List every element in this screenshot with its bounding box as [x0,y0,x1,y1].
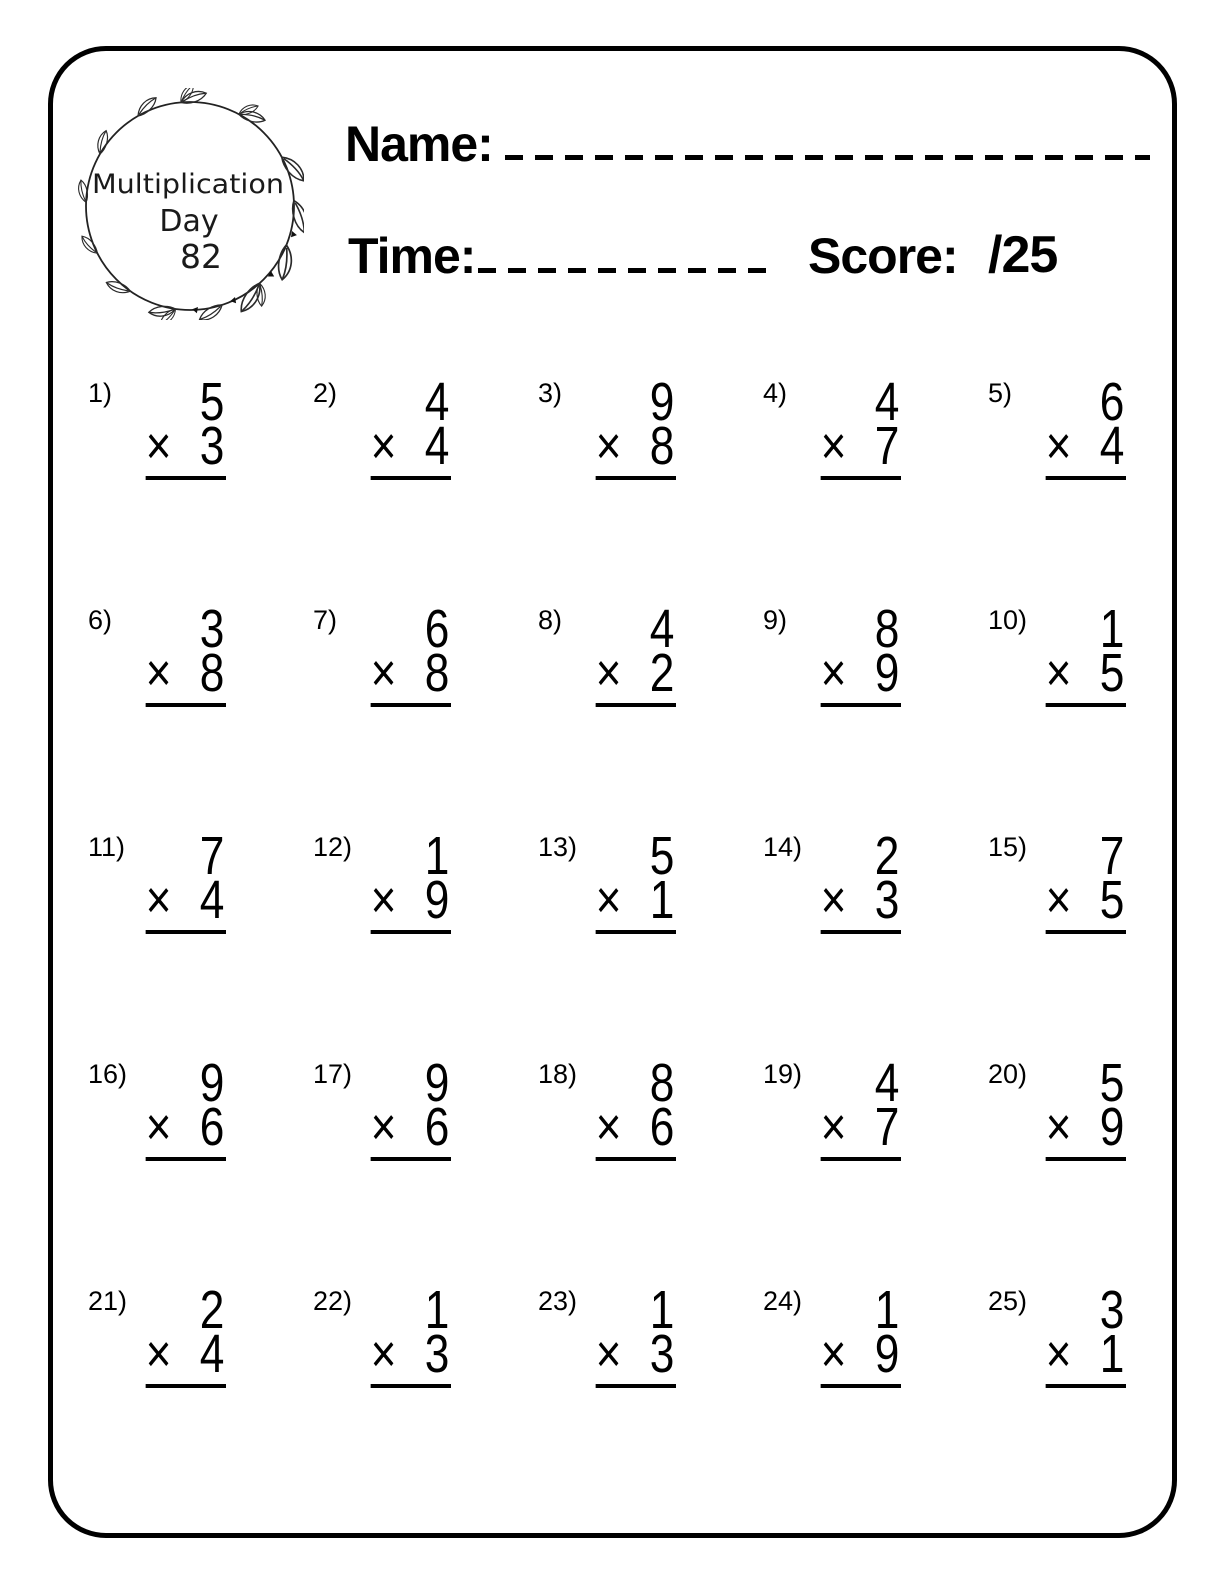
times-sign-icon: × [595,643,622,703]
problem-body [1045,372,1126,520]
multiplicand: 2 [199,1280,225,1340]
times-sign-icon: × [820,1324,847,1384]
multiplier: 7 [874,416,900,476]
answer-space[interactable] [1046,934,1126,974]
logo-title: Multiplication [92,169,284,200]
multiplicand: 3 [1099,1280,1125,1340]
multiplier: 9 [1099,1097,1125,1157]
multiplicand: 2 [874,826,900,886]
times-sign-icon: × [1045,870,1072,930]
problem-cell [763,372,988,599]
problem-cell [763,599,988,826]
problem-body [595,826,676,974]
times-sign-icon: × [370,870,397,930]
problem-body [820,1053,901,1201]
problem-number: 7) [313,605,338,635]
multiplier: 9 [874,643,900,703]
multiplier: 4 [1099,416,1125,476]
problem-number: 3) [538,378,563,408]
time-input-line[interactable] [478,268,776,273]
answer-space[interactable] [596,1388,676,1428]
problem-number: 22) [313,1286,353,1316]
multiplicand: 1 [424,826,450,886]
multiplicand: 7 [199,826,225,886]
multiplicand: 3 [199,599,225,659]
answer-space[interactable] [821,934,901,974]
problem-body [370,1053,451,1201]
multiplier: 3 [874,870,900,930]
times-sign-icon: × [820,1097,847,1157]
answer-space[interactable] [146,707,226,747]
times-sign-icon: × [145,416,172,476]
multiplier: 3 [424,1324,450,1384]
problem-cell [538,372,763,599]
problem-body [595,599,676,747]
logo-number: 82 [180,237,222,276]
problem-number: 9) [763,605,788,635]
multiplicand: 9 [424,1053,450,1113]
times-sign-icon: × [595,416,622,476]
answer-space[interactable] [821,707,901,747]
times-sign-icon: × [1045,416,1072,476]
times-sign-icon: × [820,643,847,703]
problem-number: 2) [313,378,338,408]
answer-space[interactable] [596,934,676,974]
problem-body [820,1280,901,1428]
problem-number: 14) [763,832,803,862]
answer-space[interactable] [1046,480,1126,520]
problem-cell [538,1053,763,1280]
problem-number: 1) [88,378,113,408]
problem-body [820,599,901,747]
problem-cell [313,1280,538,1507]
problem-number: 23) [538,1286,578,1316]
problem-body [1045,826,1126,974]
problem-body [370,1280,451,1428]
multiplicand: 1 [874,1280,900,1340]
problem-number: 12) [313,832,353,862]
answer-space[interactable] [596,1161,676,1201]
problem-body [145,372,226,520]
problem-number: 5) [988,378,1013,408]
times-sign-icon: × [820,870,847,930]
multiplier: 8 [199,643,225,703]
multiplier: 1 [649,870,675,930]
problem-cell [763,1280,988,1507]
problem-number: 21) [88,1286,128,1316]
multiplier: 1 [1099,1324,1125,1384]
problem-cell [988,372,1213,599]
problem-body [595,1280,676,1428]
problem-number: 6) [88,605,113,635]
problem-number: 13) [538,832,578,862]
problem-cell [88,372,313,599]
answer-space[interactable] [371,707,451,747]
problem-number: 24) [763,1286,803,1316]
problem-cell [538,826,763,1053]
times-sign-icon: × [1045,1324,1072,1384]
problem-cell [313,1053,538,1280]
problem-body [145,599,226,747]
times-sign-icon: × [595,1097,622,1157]
problem-body [595,1053,676,1201]
problem-body [370,826,451,974]
multiplicand: 9 [649,372,675,432]
problem-body [145,1280,226,1428]
multiplicand: 1 [649,1280,675,1340]
problem-number: 15) [988,832,1028,862]
problem-body [145,1053,226,1201]
logo-subtitle: Day [159,204,219,239]
problem-body [145,826,226,974]
multiplier: 6 [199,1097,225,1157]
name-input-line[interactable] [505,155,1150,160]
score-label: Score: [808,228,958,284]
multiplier: 5 [1099,870,1125,930]
multiplicand: 4 [649,599,675,659]
multiplicand: 8 [649,1053,675,1113]
problem-cell [763,1053,988,1280]
answer-space[interactable] [1046,707,1126,747]
multiplier: 3 [199,416,225,476]
multiplicand: 9 [199,1053,225,1113]
problem-cell [763,826,988,1053]
problem-number: 11) [88,832,126,862]
problem-number: 16) [88,1059,128,1089]
answer-space[interactable] [821,1161,901,1201]
problem-body [820,826,901,974]
multiplier: 5 [1099,643,1125,703]
problem-cell [88,1280,313,1507]
answer-space[interactable] [371,480,451,520]
multiplicand: 4 [424,372,450,432]
problem-number: 18) [538,1059,578,1089]
problems-grid [88,372,1213,1507]
times-sign-icon: × [820,416,847,476]
answer-space[interactable] [146,934,226,974]
times-sign-icon: × [145,870,172,930]
times-sign-icon: × [145,1324,172,1384]
problem-cell [313,599,538,826]
times-sign-icon: × [1045,643,1072,703]
multiplicand: 4 [874,1053,900,1113]
problem-body [1045,1053,1126,1201]
name-label: Name: [345,116,493,172]
multiplier: 4 [199,1324,225,1384]
problem-cell [313,372,538,599]
multiplier: 8 [424,643,450,703]
times-sign-icon: × [595,1324,622,1384]
multiplier: 2 [649,643,675,703]
problem-number: 17) [313,1059,353,1089]
problem-cell [88,826,313,1053]
problem-cell [988,599,1213,826]
problem-number: 20) [988,1059,1028,1089]
answer-space[interactable] [821,1388,901,1428]
multiplier: 6 [649,1097,675,1157]
multiplier: 4 [424,416,450,476]
multiplicand: 4 [874,372,900,432]
answer-space[interactable] [596,480,676,520]
problem-number: 4) [763,378,788,408]
problem-number: 8) [538,605,563,635]
times-sign-icon: × [370,1324,397,1384]
multiplier: 8 [649,416,675,476]
problem-cell [988,1053,1213,1280]
answer-space[interactable] [146,1388,226,1428]
problem-cell [988,1280,1213,1507]
answer-space[interactable] [371,1388,451,1428]
problem-cell [538,1280,763,1507]
score-total: /25 [988,226,1058,284]
multiplier: 9 [874,1324,900,1384]
multiplicand: 7 [1099,826,1125,886]
answer-space[interactable] [146,480,226,520]
problem-number: 10) [988,605,1028,635]
problem-cell [313,826,538,1053]
times-sign-icon: × [595,870,622,930]
answer-space[interactable] [596,707,676,747]
multiplier: 9 [424,870,450,930]
time-label: Time: [348,228,476,284]
multiplicand: 8 [874,599,900,659]
answer-space[interactable] [821,480,901,520]
multiplicand: 5 [649,826,675,886]
multiplicand: 6 [1099,372,1125,432]
answer-space[interactable] [371,1161,451,1201]
multiplicand: 1 [424,1280,450,1340]
times-sign-icon: × [370,643,397,703]
multiplicand: 6 [424,599,450,659]
problem-cell [88,1053,313,1280]
times-sign-icon: × [145,1097,172,1157]
times-sign-icon: × [370,416,397,476]
problem-cell [538,599,763,826]
times-sign-icon: × [1045,1097,1072,1157]
wreath-logo [72,88,304,320]
problem-number: 25) [988,1286,1028,1316]
times-sign-icon: × [145,643,172,703]
multiplicand: 1 [1099,599,1125,659]
problem-body [820,372,901,520]
problem-cell [988,826,1213,1053]
problem-body [370,372,451,520]
multiplier: 3 [649,1324,675,1384]
multiplier: 7 [874,1097,900,1157]
problem-body [595,372,676,520]
answer-space[interactable] [146,1161,226,1201]
multiplicand: 5 [1099,1053,1125,1113]
multiplier: 4 [199,870,225,930]
multiplicand: 5 [199,372,225,432]
answer-space[interactable] [1046,1161,1126,1201]
answer-space[interactable] [1046,1388,1126,1428]
times-sign-icon: × [370,1097,397,1157]
problem-body [370,599,451,747]
answer-space[interactable] [371,934,451,974]
problem-cell [88,599,313,826]
multiplier: 6 [424,1097,450,1157]
problem-number: 19) [763,1059,803,1089]
problem-body [1045,599,1126,747]
problem-body [1045,1280,1126,1428]
